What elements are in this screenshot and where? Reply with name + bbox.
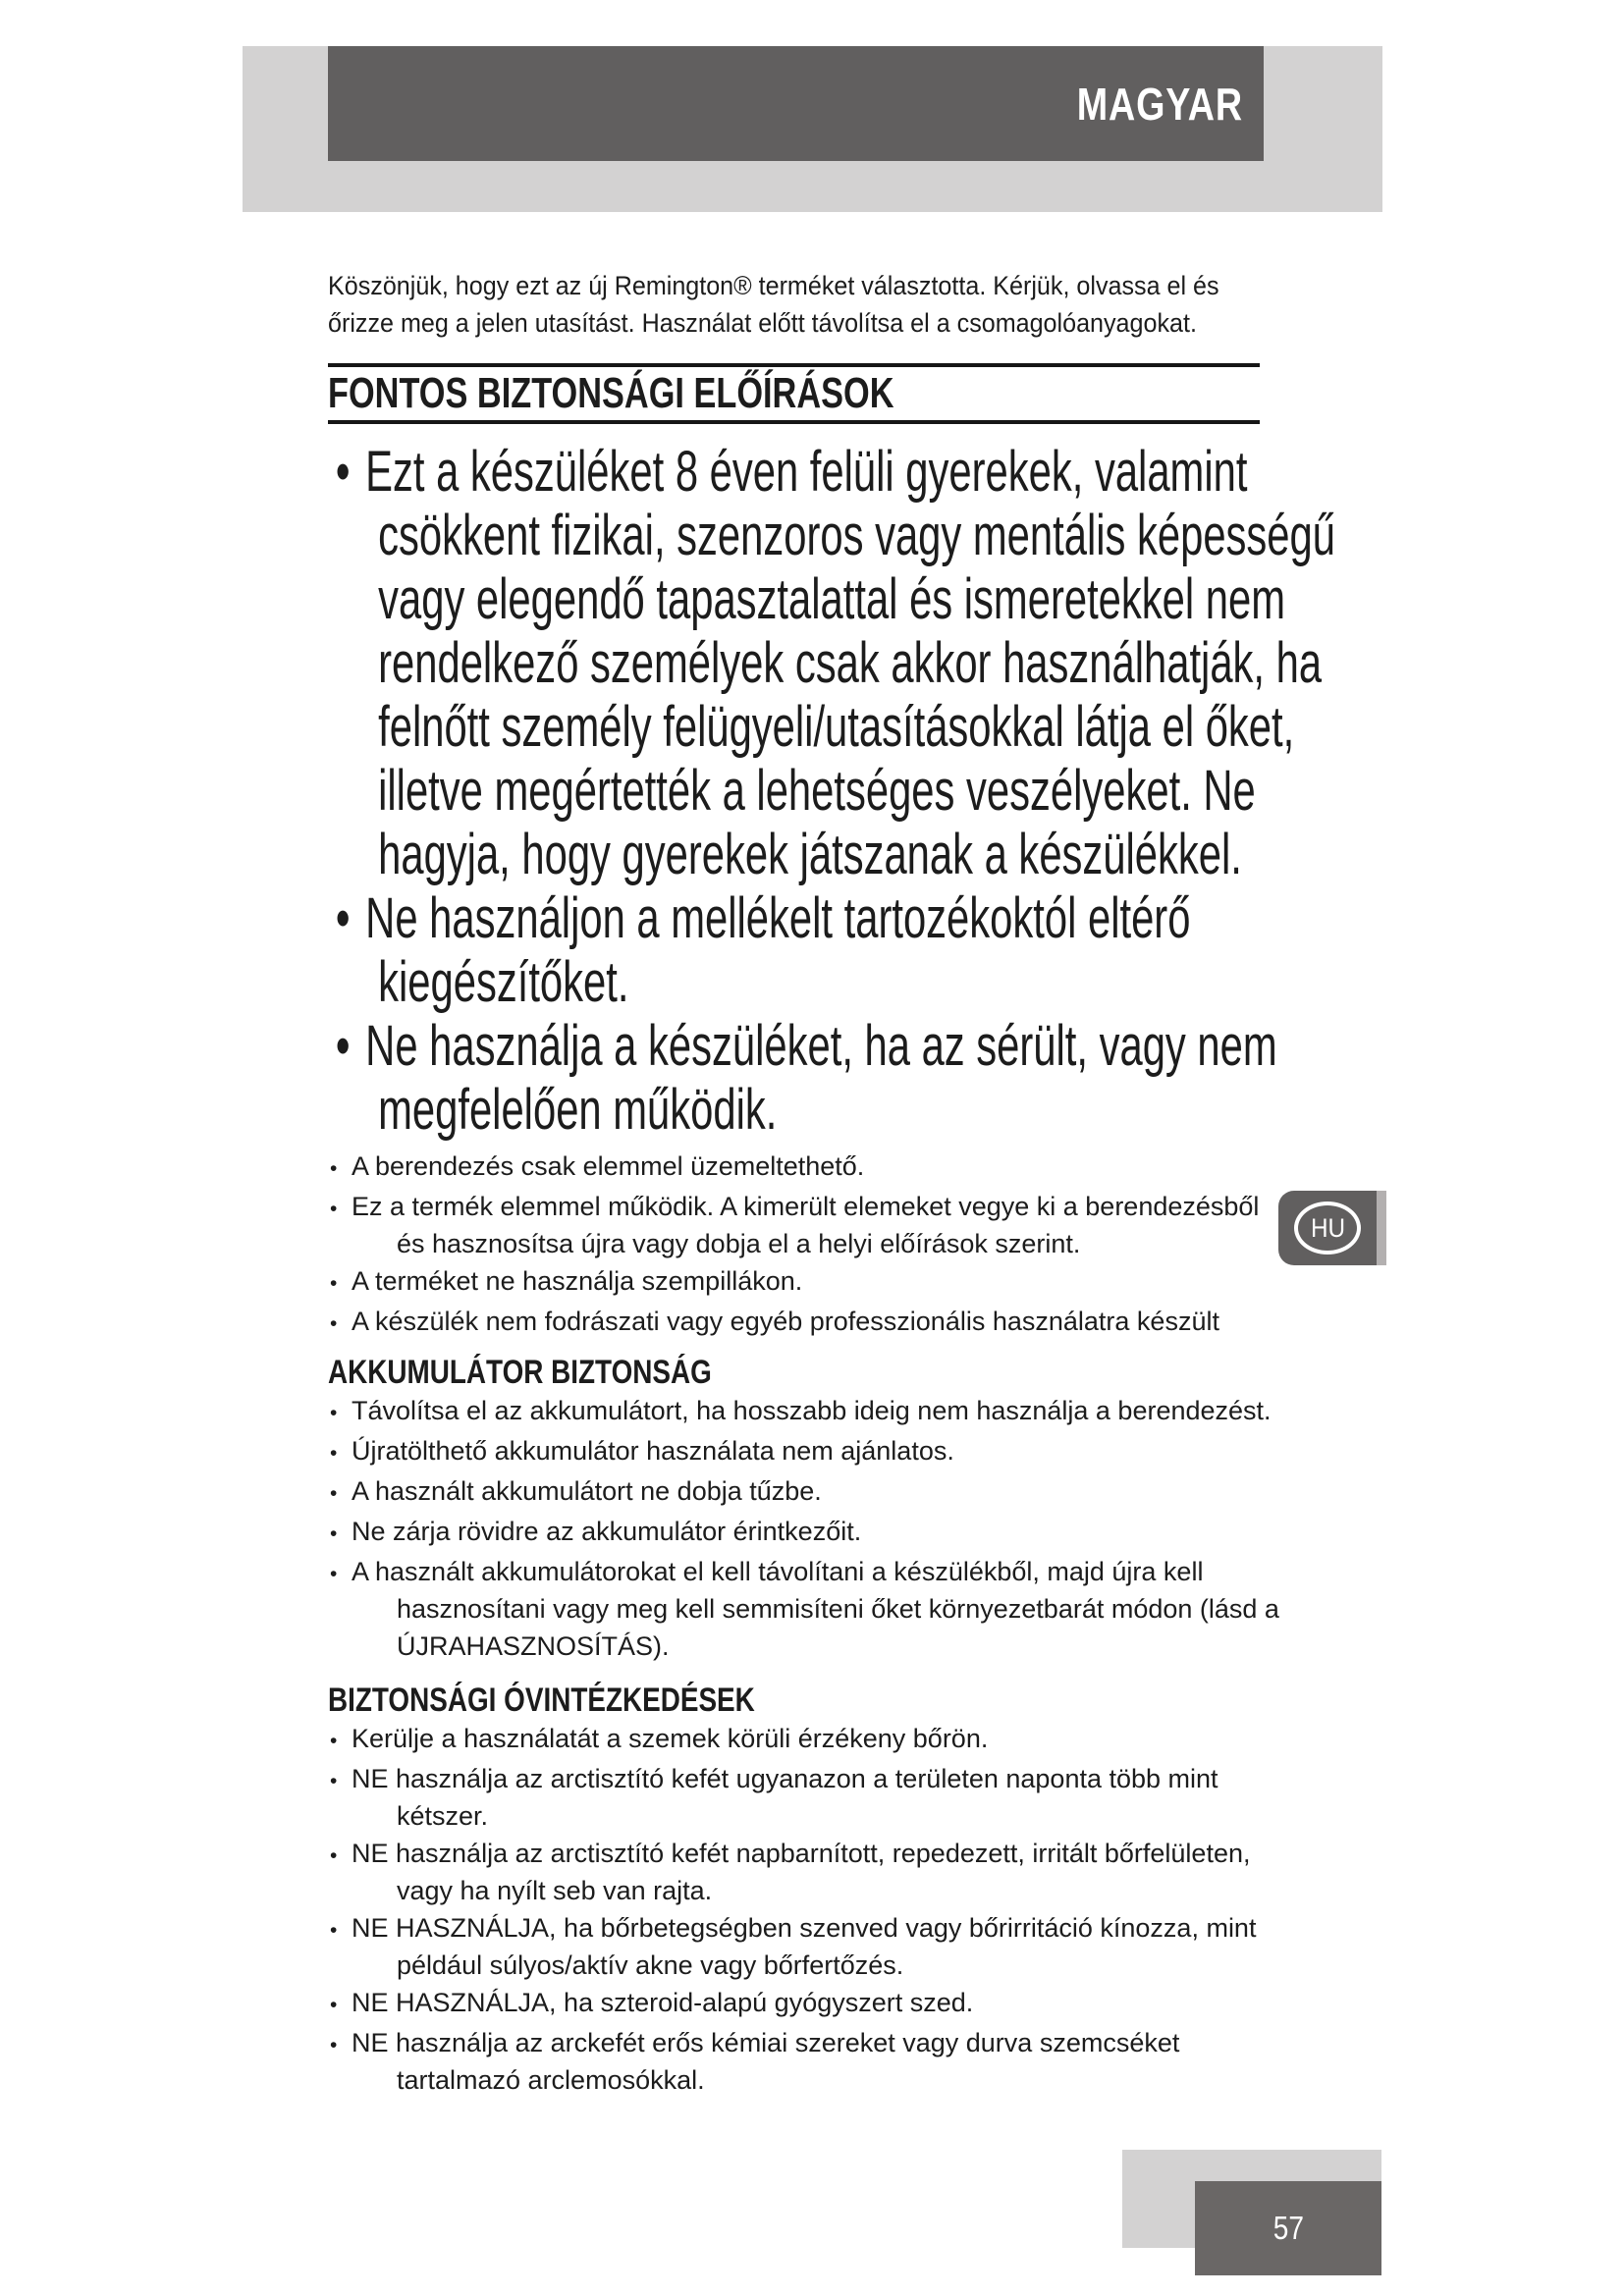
bullet-line: Ezt a készüléket 8 éven felüli gyerekek, valamint <box>365 440 1248 504</box>
bullet-line: Ne használja a készüléket, ha az sérült, vagy nem <box>365 1014 1277 1078</box>
list-item <box>328 1148 1428 1188</box>
list-item <box>328 1392 1428 1432</box>
bullet-line: rendelkező személyek csak akkor használhatják, ha <box>378 631 1323 695</box>
footer-page-box <box>1195 2181 1381 2275</box>
list-item <box>328 1835 1428 1909</box>
list-item <box>328 1513 1428 1553</box>
bullet-dot-icon <box>328 1760 352 1835</box>
bullet-dot-icon <box>328 1720 352 1760</box>
bullet-line: csökkent fizikai, szenzoros vagy mentális képességű <box>378 504 1335 567</box>
bullet-line: NE HASZNÁLJA, ha bőrbetegségben szenved vagy bőrirritáció kínozza, mint <box>352 1913 1257 1943</box>
list-item <box>328 1014 1388 1142</box>
section-heading-battery <box>328 1355 1624 1390</box>
precautions-bullet-list <box>328 1720 1428 2099</box>
header-band <box>243 46 1382 212</box>
bullet-line: Ez a termék elemmel működik. A kimerült elemeket vegye ki a berendezésből <box>352 1192 1260 1221</box>
intro-line: őrizze meg a jelen utasítást. Használat előtt távolítsa el a csomagolóanyagokat. <box>328 308 1197 338</box>
bullet-line: hasznosítani vagy meg kell semmisíteni őket környezetbarát módon (lásd a <box>397 1594 1279 1624</box>
list-item <box>328 1303 1428 1343</box>
bullet-line: Kerülje a használatát a szemek körüli érzékeny bőrön. <box>352 1724 989 1753</box>
bullet-dot-icon <box>328 1984 352 2024</box>
bullet-dot-icon <box>328 1262 352 1303</box>
bullet-line: és hasznosítsa újra vagy dobja el a helyi előírások szerint. <box>397 1229 1081 1258</box>
bullet-line: NE HASZNÁLJA, ha szteroid-alapú gyógyszert szed. <box>352 1988 974 2017</box>
bullet-dot-icon <box>328 1014 365 1142</box>
intro-paragraph <box>328 267 1332 342</box>
bullet-line: kétszer. <box>397 1801 489 1831</box>
section-heading-precautions <box>328 1682 1624 1718</box>
section-heading-precautions-text: BIZTONSÁGI ÓVINTÉZKEDÉSEK <box>328 1682 755 1719</box>
bullet-dot-icon <box>328 1472 352 1513</box>
page-number: 57 <box>1272 2210 1304 2246</box>
bullet-dot-icon <box>328 886 365 1014</box>
bullet-line: Ne használjon a mellékelt tartozékoktól eltérő <box>365 886 1191 950</box>
bullet-line: vagy ha nyílt seb van rajta. <box>397 1876 713 1905</box>
bullet-line: NE használja az arctisztító kefét ugyanazon a területen naponta több mint <box>352 1764 1218 1793</box>
section-heading-safety-text: FONTOS BIZTONSÁGI ELŐÍRÁSOK <box>328 369 894 417</box>
language-badge-code: HU <box>1310 1212 1345 1243</box>
bullet-line: hagyja, hogy gyerekek játszanak a készülékkel. <box>378 823 1242 886</box>
list-item <box>328 1984 1428 2024</box>
list-item <box>328 886 1388 1014</box>
list-item <box>328 1760 1428 1835</box>
oval-ring-icon <box>1294 1201 1361 1255</box>
bullet-dot-icon <box>328 1188 352 1262</box>
bullet-line: NE használja az arctisztító kefét napbarnított, repedezett, irritált bőrfelületen, <box>352 1839 1251 1868</box>
page-content <box>328 267 1624 2099</box>
safety-small-bullet-list <box>328 1148 1428 1343</box>
bullet-dot-icon <box>328 1392 352 1432</box>
bullet-line: A használt akkumulátorokat el kell távolítani a készülékből, majd újra kell <box>352 1557 1204 1586</box>
bullet-dot-icon <box>328 1553 352 1665</box>
safety-big-bullet-list <box>328 440 1388 1142</box>
section-heading-safety <box>328 363 1260 424</box>
bullet-line: felnőtt személy felügyeli/utasításokkal látja el őket, <box>378 695 1295 759</box>
bullet-line: Ne zárja rövidre az akkumulátor érintkezőit. <box>352 1517 862 1546</box>
intro-line: Köszönjük, hogy ezt az új Remington® terméket választotta. Kérjük, olvassa el és <box>328 271 1219 300</box>
section-heading-battery-text: AKKUMULÁTOR BIZTONSÁG <box>328 1354 712 1391</box>
bullet-line: illetve megértették a lehetséges veszélyeket. Ne <box>378 759 1256 823</box>
bullet-line: tartalmazó arclemosókkal. <box>397 2065 705 2095</box>
bullet-line: Távolítsa el az akkumulátort, ha hosszabb ideig nem használja a berendezést. <box>352 1396 1272 1425</box>
bullet-dot-icon <box>328 1303 352 1343</box>
bullet-dot-icon <box>328 1513 352 1553</box>
bullet-line: A terméket ne használja szempillákon. <box>352 1266 803 1296</box>
list-item <box>328 1909 1428 1984</box>
bullet-line: megfelelően működik. <box>378 1078 778 1142</box>
list-item <box>328 1432 1428 1472</box>
list-item <box>328 440 1388 886</box>
list-item <box>328 1188 1428 1262</box>
bullet-dot-icon <box>328 1432 352 1472</box>
bullet-dot-icon <box>328 1835 352 1909</box>
list-item <box>328 1553 1428 1665</box>
bullet-dot-icon <box>328 1909 352 1984</box>
language-title: MAGYAR <box>1076 78 1243 130</box>
list-item <box>328 1472 1428 1513</box>
list-item <box>328 1720 1428 1760</box>
language-badge <box>1278 1191 1386 1265</box>
language-header-bar <box>328 46 1264 161</box>
bullet-dot-icon <box>328 1148 352 1188</box>
bullet-line: A használt akkumulátort ne dobja tűzbe. <box>352 1476 822 1506</box>
bullet-line: kiegészítőket. <box>378 950 629 1014</box>
bullet-line: vagy elegendő tapasztalattal és ismeretekkel nem <box>378 567 1286 631</box>
bullet-line: NE használja az arckefét erős kémiai szereket vagy durva szemcséket <box>352 2028 1180 2057</box>
list-item <box>328 2024 1428 2099</box>
battery-bullet-list <box>328 1392 1428 1665</box>
bullet-dot-icon <box>328 440 365 886</box>
language-badge-tab <box>1278 1191 1377 1265</box>
bullet-line: A készülék nem fodrászati vagy egyéb professzionális használatra készült <box>352 1307 1219 1336</box>
bullet-dot-icon <box>328 2024 352 2099</box>
bullet-line: például súlyos/aktív akne vagy bőrfertőzés. <box>397 1950 904 1980</box>
bullet-line: Újratölthető akkumulátor használata nem ajánlatos. <box>352 1436 954 1466</box>
bullet-line: A berendezés csak elemmel üzemeltethető. <box>352 1151 865 1181</box>
list-item <box>328 1262 1428 1303</box>
badge-edge-strip <box>1377 1191 1386 1265</box>
bullet-line: ÚJRAHASZNOSÍTÁS). <box>397 1631 670 1661</box>
